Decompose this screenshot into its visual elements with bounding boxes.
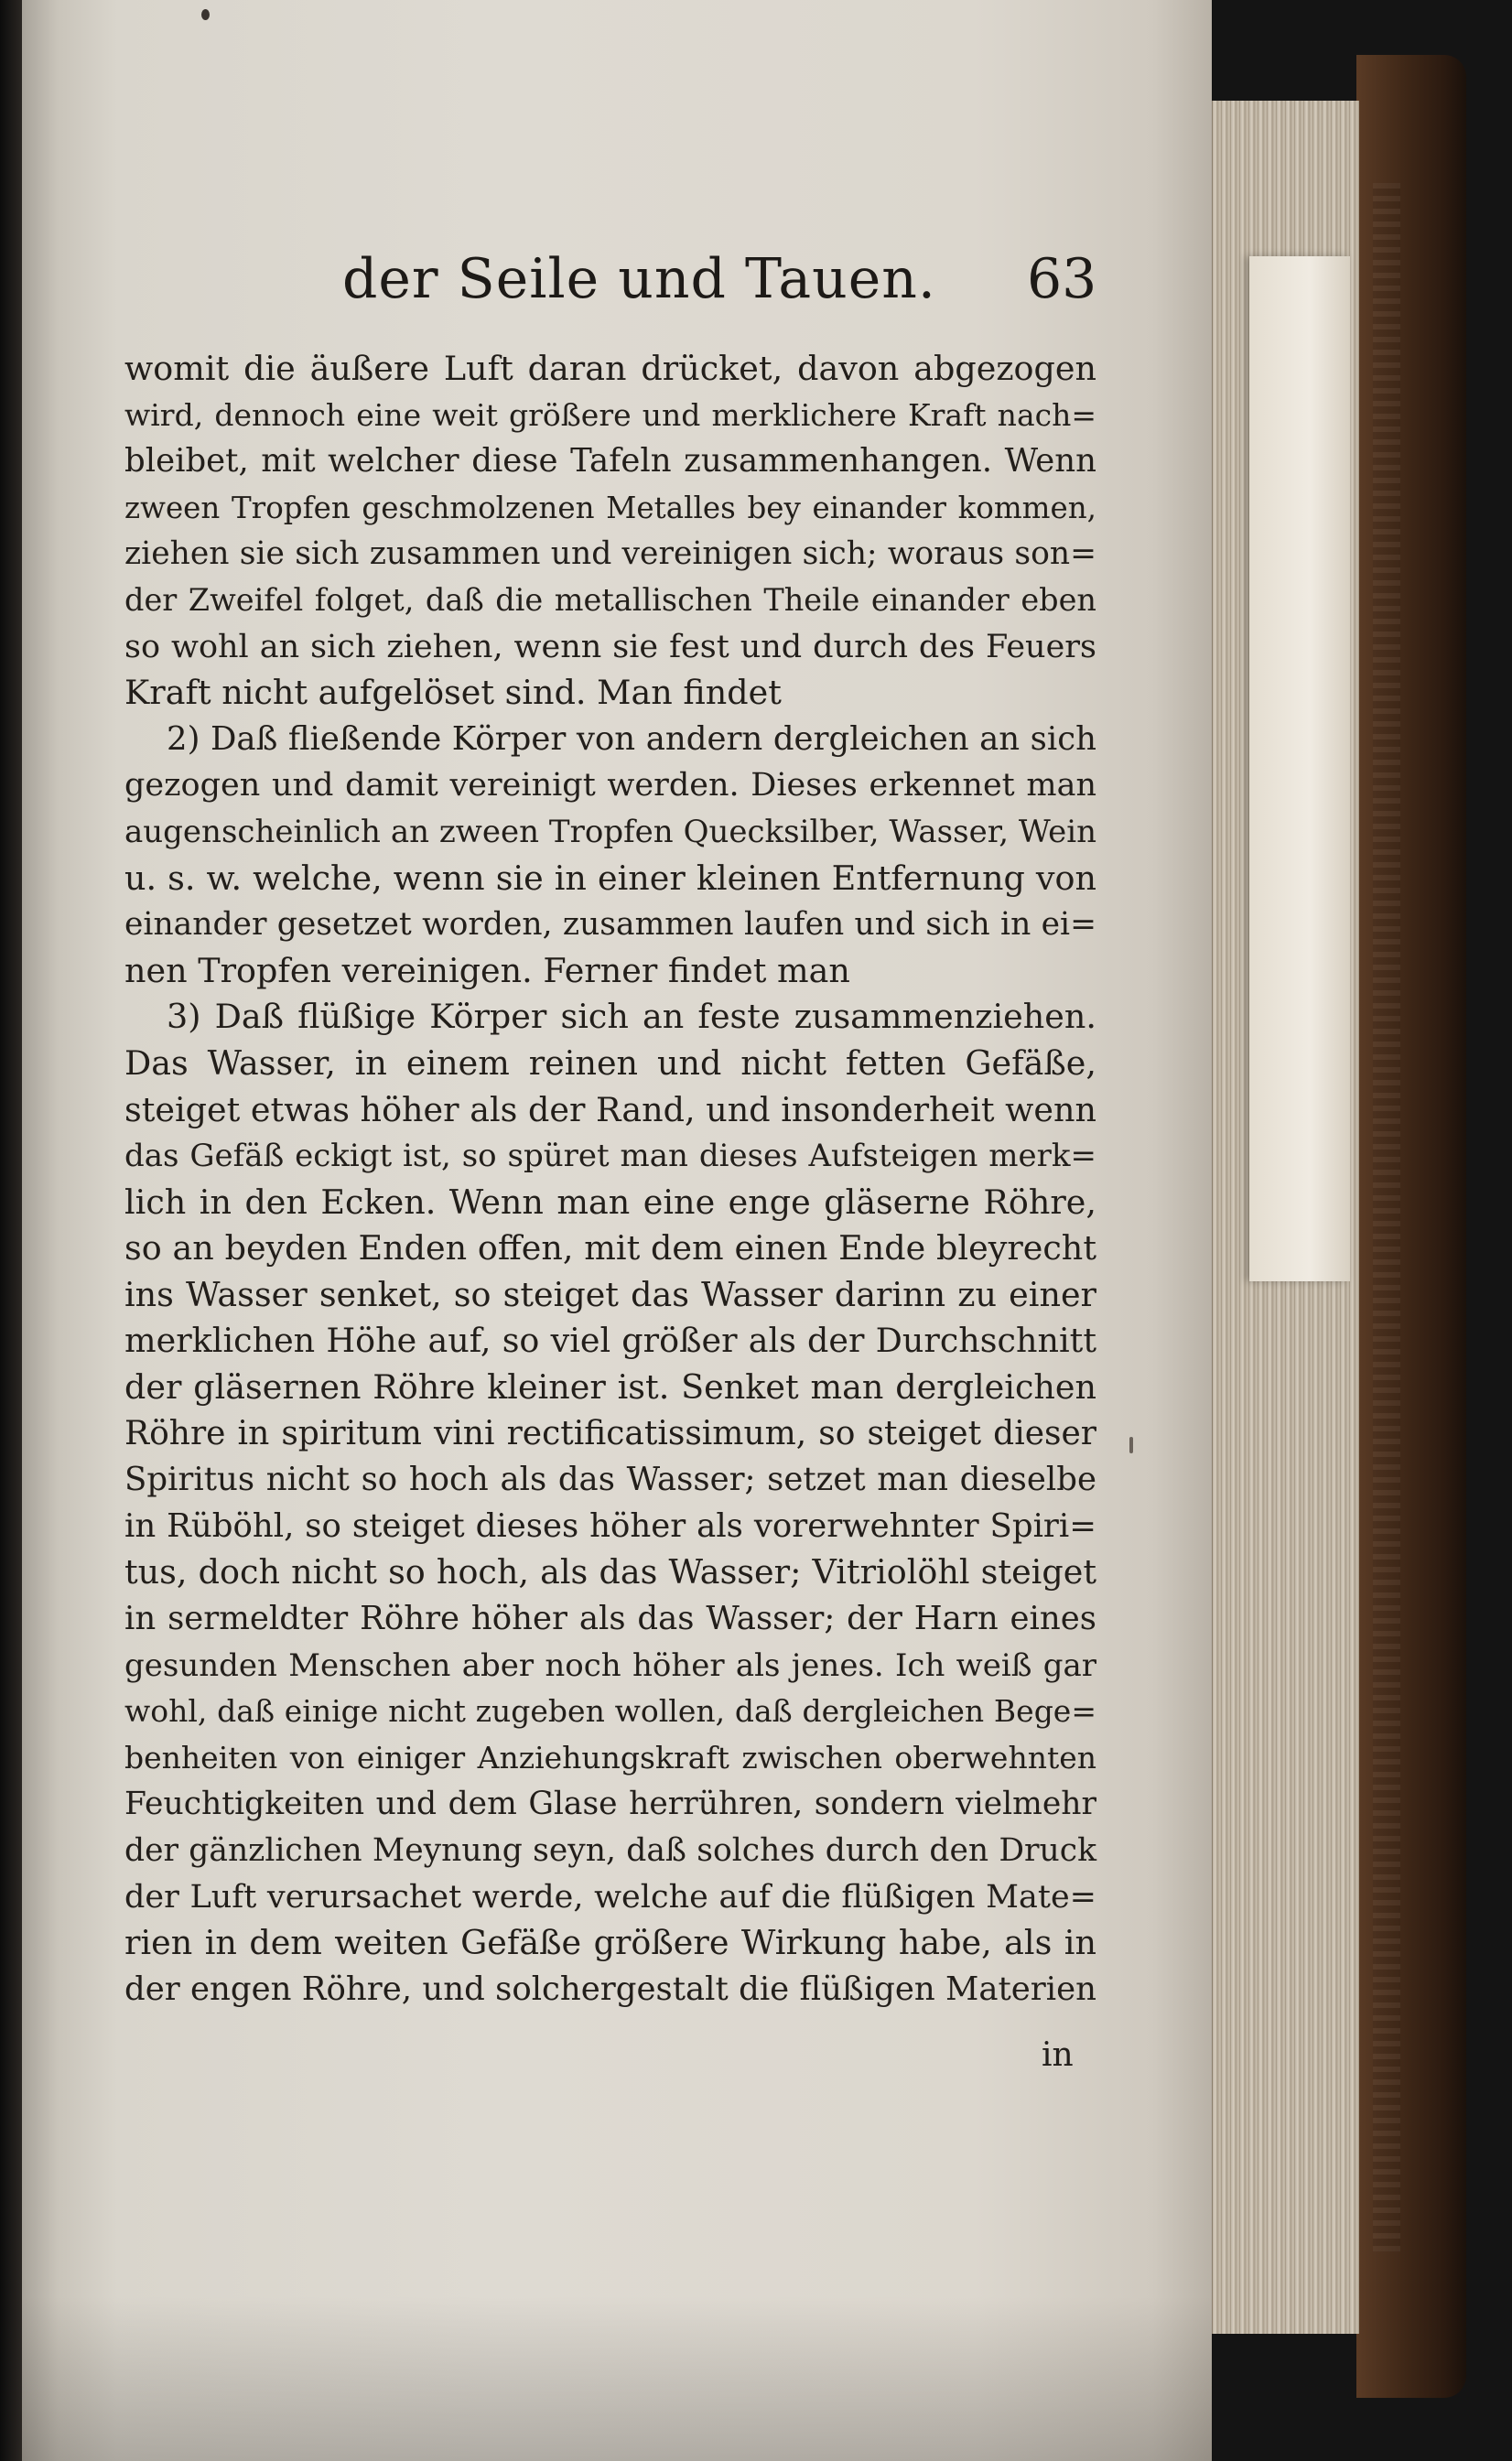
text-line: der Luft verursachet werde, welche auf die flüßigen Mate= <box>124 1878 1096 1916</box>
text-line: ins Wasser senket, so steiget das Wasser darinn zu einer <box>124 1274 1096 1314</box>
ink-speck <box>201 9 210 20</box>
text-line: gesunden Menschen aber noch höher als jenes. Ich weiß gar <box>124 1646 1096 1684</box>
body-text <box>124 346 1096 2013</box>
text-line: so an beyden Enden offen, mit dem einen Ende bleyrecht <box>124 1228 1096 1268</box>
text-line: der Zweifel folget, daß die metallischen Theile einander eben <box>124 581 1096 618</box>
text-line: zween Tropfen geschmolzenen Metalles bey einander kommen, <box>124 490 1096 525</box>
text-line: wird, dennoch eine weit größere und merklichere Kraft nach= <box>124 396 1096 433</box>
text-line: merklichen Höhe auf, so viel größer als der Durchschnitt <box>124 1321 1096 1361</box>
text-line: nen Tropfen vereinigen. Ferner findet man <box>124 950 850 990</box>
text-line: Feuchtigkeiten und dem Glase herrühren, sondern vielmehr <box>124 1786 1096 1823</box>
ink-speck <box>1129 1437 1133 1453</box>
text-line: benheiten von einiger Anziehungskraft zwischen oberwehnten <box>124 1739 1096 1776</box>
text-line: bleibet, mit welcher diese Tafeln zusammenhangen. Wenn <box>124 442 1096 480</box>
text-line: augenscheinlich an zween Tropfen Quecksilber, Wasser, Wein <box>124 813 1096 850</box>
text-line: lich in den Ecken. Wenn man eine enge gläserne Röhre, <box>124 1182 1096 1222</box>
text-line: in sermeldter Röhre höher als das Wasser; der Harn eines <box>124 1600 1096 1638</box>
page-header <box>342 247 1097 329</box>
text-line: womit die äußere Luft daran drücket, davon abgezogen <box>124 349 1096 388</box>
page-edges <box>1210 101 1359 2334</box>
text-line: gezogen und damit vereinigt werden. Dieses erkennet man <box>124 767 1096 804</box>
text-line: Das Wasser, in einem reinen und nicht fetten Gefäße, <box>124 1042 1096 1083</box>
page-number: 63 <box>1027 247 1097 311</box>
catchword: in <box>1042 2036 1074 2074</box>
text-line: so wohl an sich ziehen, wenn sie fest und durch des Feuers <box>124 628 1096 665</box>
text-line: der gläsernen Röhre kleiner ist. Senket man dergleichen <box>124 1367 1096 1408</box>
text-line: 3) Daß flüßige Körper sich an feste zusammenziehen. <box>167 997 1096 1037</box>
text-line: einander gesetzet worden, zusammen laufen und sich in ei= <box>124 906 1096 944</box>
text-line: in Rüböhl, so steiget dieses höher als vorerwehnter Spiri= <box>124 1506 1096 1545</box>
text-line: der engen Röhre, und solchergestalt die flüßigen Materien <box>124 1970 1096 2008</box>
text-line: Kraft nicht aufgelöset sind. Man findet <box>124 673 782 713</box>
text-line: rien in dem weiten Gefäße größere Wirkung habe, als in <box>124 1923 1096 1963</box>
text-line: das Gefäß eckigt ist, so spüret man dieses Aufsteigen merk= <box>124 1138 1096 1175</box>
text-line: u. s. w. welche, wenn sie in einer kleinen Entfernung von <box>124 858 1096 898</box>
text-line: der gänzlichen Meynung seyn, daß solches durch den Druck <box>124 1832 1096 1869</box>
book-page <box>22 0 1212 2461</box>
leather-binding <box>1356 55 1466 2398</box>
text-line: wohl, daß einige nicht zugeben wollen, daß dergleichen Bege= <box>124 1693 1096 1730</box>
text-line: 2) Daß fließende Körper von andern dergleichen an sich <box>167 719 1096 758</box>
running-title: der Seile und Tauen. <box>342 247 937 311</box>
text-line: steiget etwas höher als der Rand, und insonderheit wenn <box>124 1089 1096 1129</box>
text-line: ziehen sie sich zusammen und vereinigen sich; woraus son= <box>124 535 1096 573</box>
text-line: tus, doch nicht so hoch, als das Wasser; Vitriolöhl steiget <box>124 1552 1096 1592</box>
text-line: Spiritus nicht so hoch als das Wasser; setzet man dieselbe <box>124 1461 1096 1499</box>
text-line: Röhre in spiritum vini rectificatissimum, so steiget dieser <box>124 1414 1096 1452</box>
